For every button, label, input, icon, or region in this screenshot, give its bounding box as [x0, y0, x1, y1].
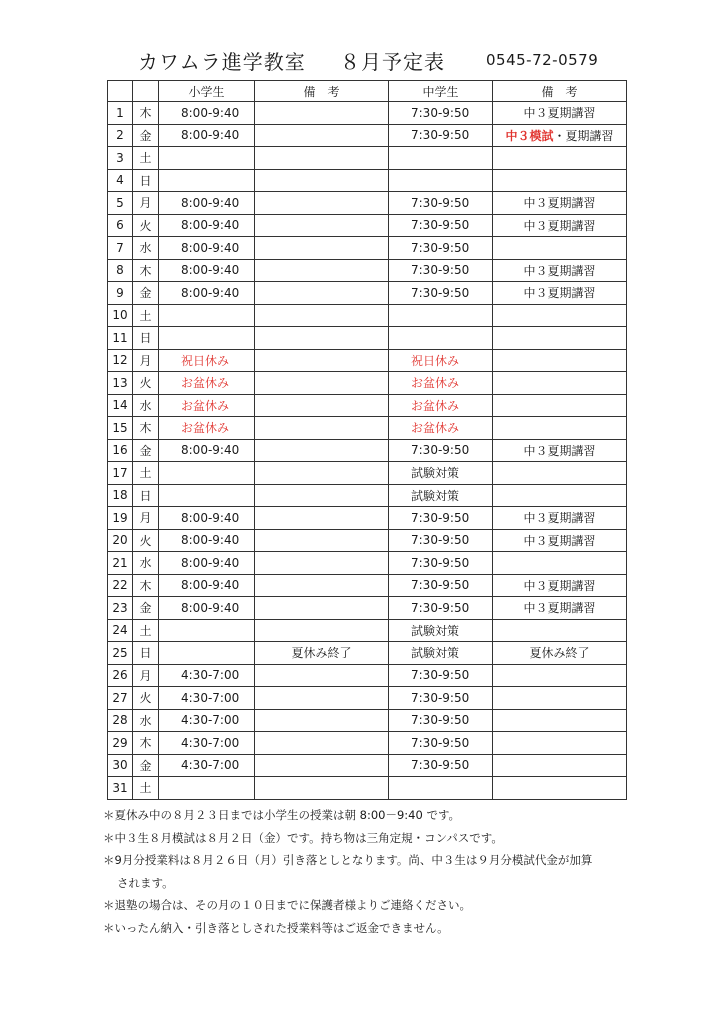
- elementary-time-cell: 8:00-9:40: [159, 282, 255, 305]
- table-row: [108, 754, 627, 777]
- junior-time-cell: お盆休み: [389, 417, 493, 440]
- elementary-remarks-cell: [255, 124, 389, 147]
- elementary-time-cell: 4:30-7:00: [159, 687, 255, 710]
- elementary-remarks-cell: [255, 552, 389, 575]
- elementary-time-cell: 8:00-9:40: [159, 124, 255, 147]
- junior-remarks-cell: [493, 462, 627, 485]
- weekday-cell: 火: [133, 372, 159, 395]
- day-cell: 14: [108, 394, 133, 417]
- junior-time-cell: 7:30-9:50: [389, 552, 493, 575]
- note-line: ＊退塾の場合は、その月の１０日までに保護者様よりご連絡ください。: [103, 898, 471, 912]
- elementary-remarks-cell: [255, 777, 389, 800]
- weekday-cell: 土: [133, 462, 159, 485]
- elementary-remarks-cell: [255, 349, 389, 372]
- col-remarks1-header: 備 考: [255, 81, 389, 102]
- elementary-time-cell: [159, 327, 255, 350]
- elementary-remarks-cell: [255, 327, 389, 350]
- elementary-time-cell: 8:00-9:40: [159, 259, 255, 282]
- note-line: ＊中３生８月模試は８月２日（金）です。持ち物は三角定規・コンパスです。: [103, 830, 503, 845]
- table-row: [108, 169, 627, 192]
- table-row: [108, 304, 627, 327]
- weekday-cell: 火: [133, 687, 159, 710]
- junior-remarks-cell: [493, 147, 627, 170]
- table-row: [108, 777, 627, 800]
- junior-remarks-text: 中３夏期講習: [523, 601, 596, 616]
- junior-time-cell: [389, 304, 493, 327]
- weekday-cell: 月: [133, 192, 159, 215]
- junior-time-cell: お盆休み: [389, 372, 493, 395]
- table-row: [108, 124, 627, 147]
- table-row: [108, 192, 627, 215]
- schedule-table: [107, 80, 627, 800]
- day-cell: 21: [108, 552, 133, 575]
- elementary-time-cell: お盆休み: [159, 394, 255, 417]
- weekday-cell: 火: [133, 214, 159, 237]
- elementary-remarks-cell: [255, 192, 389, 215]
- junior-remarks-cell: [493, 417, 627, 440]
- elementary-remarks-cell: [255, 597, 389, 620]
- junior-remarks-text: ・夏期講習: [553, 128, 614, 143]
- junior-remarks-text: 中３夏期講習: [523, 443, 596, 458]
- elementary-time-cell: 8:00-9:40: [159, 529, 255, 552]
- day-cell: 31: [108, 777, 133, 800]
- note-line: ＊9月分授業料は８月２６日（月）引き落としとなります。尚、中３生は９月分模試代金が加算: [103, 853, 593, 867]
- junior-time-cell: 試験対策: [389, 642, 493, 665]
- phone-number: 0545-72-0579: [486, 51, 599, 69]
- junior-time-cell: 試験対策: [389, 484, 493, 507]
- junior-remarks-cell: [493, 259, 627, 282]
- day-cell: 25: [108, 642, 133, 665]
- elementary-time-cell: [159, 777, 255, 800]
- junior-remarks-text: 中３夏期講習: [523, 218, 596, 233]
- day-cell: 24: [108, 619, 133, 642]
- elementary-remarks-cell: [255, 619, 389, 642]
- junior-time-cell: 祝日休み: [389, 349, 493, 372]
- junior-time-cell: 試験対策: [389, 462, 493, 485]
- junior-remarks-cell: [493, 529, 627, 552]
- elementary-time-cell: 8:00-9:40: [159, 192, 255, 215]
- elementary-time-cell: [159, 462, 255, 485]
- junior-time-cell: 7:30-9:50: [389, 124, 493, 147]
- elementary-remarks-cell: [255, 102, 389, 125]
- junior-remarks-text: 中３夏期講習: [523, 511, 596, 526]
- day-cell: 11: [108, 327, 133, 350]
- col-elementary-header: 小学生: [159, 81, 255, 102]
- weekday-cell: 水: [133, 709, 159, 732]
- junior-remarks-cell: [493, 664, 627, 687]
- day-cell: 13: [108, 372, 133, 395]
- elementary-remarks-cell: [255, 462, 389, 485]
- junior-remarks-cell: [493, 484, 627, 507]
- table-row: [108, 259, 627, 282]
- junior-time-cell: 7:30-9:50: [389, 102, 493, 125]
- schedule-title: ８月予定表: [340, 50, 445, 74]
- junior-remarks-cell: [493, 574, 627, 597]
- table-row: [108, 574, 627, 597]
- junior-remarks-red-text: 中３模試: [505, 128, 554, 143]
- junior-time-cell: 7:30-9:50: [389, 214, 493, 237]
- elementary-time-cell: お盆休み: [159, 417, 255, 440]
- table-row: [108, 484, 627, 507]
- table-row: [108, 529, 627, 552]
- junior-time-cell: 試験対策: [389, 619, 493, 642]
- table-row: [108, 394, 627, 417]
- day-cell: 15: [108, 417, 133, 440]
- elementary-remarks-cell: [255, 394, 389, 417]
- day-cell: 27: [108, 687, 133, 710]
- weekday-cell: 水: [133, 394, 159, 417]
- junior-remarks-cell: [493, 192, 627, 215]
- day-cell: 2: [108, 124, 133, 147]
- day-cell: 6: [108, 214, 133, 237]
- elementary-remarks-cell: [255, 507, 389, 530]
- weekday-cell: 金: [133, 439, 159, 462]
- elementary-remarks-cell: [255, 417, 389, 440]
- junior-remarks-cell: [493, 709, 627, 732]
- junior-time-cell: 7:30-9:50: [389, 529, 493, 552]
- table-row: [108, 372, 627, 395]
- junior-remarks-cell: [493, 732, 627, 755]
- weekday-cell: 日: [133, 642, 159, 665]
- weekday-cell: 月: [133, 664, 159, 687]
- junior-time-cell: 7:30-9:50: [389, 597, 493, 620]
- elementary-remarks-cell: [255, 147, 389, 170]
- elementary-time-cell: [159, 484, 255, 507]
- table-row: [108, 462, 627, 485]
- elementary-remarks-cell: [255, 439, 389, 462]
- elementary-remarks-cell: [255, 282, 389, 305]
- weekday-cell: 土: [133, 777, 159, 800]
- day-cell: 5: [108, 192, 133, 215]
- note-line: ＊夏休み中の８月２３日までは小学生の授業は朝 8:00－9:40 です。: [103, 808, 461, 822]
- elementary-remarks-cell: [255, 259, 389, 282]
- junior-remarks-cell: [493, 754, 627, 777]
- table-row: [108, 439, 627, 462]
- junior-remarks-cell: [493, 372, 627, 395]
- note-line: されます。: [117, 875, 174, 890]
- day-cell: 10: [108, 304, 133, 327]
- junior-time-cell: 7:30-9:50: [389, 282, 493, 305]
- table-row: [108, 597, 627, 620]
- table-row: [108, 102, 627, 125]
- day-cell: 29: [108, 732, 133, 755]
- elementary-time-cell: 8:00-9:40: [159, 102, 255, 125]
- elementary-remarks-cell: [255, 664, 389, 687]
- weekday-cell: 木: [133, 574, 159, 597]
- junior-remarks-cell: [493, 507, 627, 530]
- day-cell: 20: [108, 529, 133, 552]
- elementary-time-cell: 4:30-7:00: [159, 754, 255, 777]
- junior-remarks-cell: [493, 349, 627, 372]
- day-cell: 18: [108, 484, 133, 507]
- junior-remarks-text: 中３夏期講習: [523, 106, 596, 121]
- day-cell: 12: [108, 349, 133, 372]
- junior-time-cell: お盆休み: [389, 394, 493, 417]
- day-cell: 3: [108, 147, 133, 170]
- elementary-remarks-cell: [255, 484, 389, 507]
- day-cell: 9: [108, 282, 133, 305]
- junior-remarks-text: 中３夏期講習: [523, 578, 596, 593]
- day-cell: 30: [108, 754, 133, 777]
- elementary-remarks-cell: [255, 754, 389, 777]
- day-cell: 4: [108, 169, 133, 192]
- junior-remarks-text: 夏休み終了: [529, 646, 590, 661]
- elementary-time-cell: 8:00-9:40: [159, 597, 255, 620]
- day-cell: 16: [108, 439, 133, 462]
- junior-remarks-cell: [493, 597, 627, 620]
- schedule-rows: [108, 102, 627, 800]
- header: [138, 46, 658, 76]
- elementary-time-cell: 8:00-9:40: [159, 507, 255, 530]
- elementary-remarks-cell: [255, 372, 389, 395]
- junior-time-cell: 7:30-9:50: [389, 507, 493, 530]
- elementary-time-cell: [159, 304, 255, 327]
- elementary-remarks-cell: [255, 709, 389, 732]
- junior-remarks-cell: [493, 552, 627, 575]
- weekday-cell: 日: [133, 484, 159, 507]
- col-remarks2-header: 備 考: [493, 81, 627, 102]
- junior-remarks-text: 中３夏期講習: [523, 533, 596, 548]
- elementary-remarks-cell: [255, 574, 389, 597]
- weekday-cell: 月: [133, 507, 159, 530]
- day-cell: 28: [108, 709, 133, 732]
- elementary-remarks-cell: [255, 529, 389, 552]
- weekday-cell: 火: [133, 529, 159, 552]
- junior-remarks-cell: [493, 394, 627, 417]
- weekday-cell: 木: [133, 732, 159, 755]
- elementary-time-cell: 8:00-9:40: [159, 214, 255, 237]
- junior-remarks-cell: [493, 282, 627, 305]
- table-row: [108, 237, 627, 260]
- day-cell: 19: [108, 507, 133, 530]
- weekday-cell: 水: [133, 552, 159, 575]
- elementary-time-cell: 4:30-7:00: [159, 709, 255, 732]
- elementary-time-cell: [159, 169, 255, 192]
- elementary-remarks-cell: [255, 237, 389, 260]
- table-row: [108, 282, 627, 305]
- junior-time-cell: 7:30-9:50: [389, 259, 493, 282]
- junior-time-cell: [389, 169, 493, 192]
- weekday-cell: 金: [133, 282, 159, 305]
- weekday-cell: 日: [133, 327, 159, 350]
- note-line: ＊いったん納入・引き落としされた授業料等はご返金できません。: [103, 920, 449, 935]
- weekday-cell: 木: [133, 102, 159, 125]
- elementary-time-cell: お盆休み: [159, 372, 255, 395]
- table-header-row: [108, 81, 627, 102]
- elementary-time-cell: 4:30-7:00: [159, 664, 255, 687]
- junior-remarks-cell: [493, 642, 627, 665]
- elementary-time-cell: [159, 147, 255, 170]
- table-row: [108, 327, 627, 350]
- weekday-cell: 木: [133, 259, 159, 282]
- junior-time-cell: 7:30-9:50: [389, 709, 493, 732]
- weekday-cell: 金: [133, 754, 159, 777]
- col-weekday-header: [133, 81, 159, 102]
- table-row: [108, 619, 627, 642]
- weekday-cell: 土: [133, 147, 159, 170]
- elementary-remarks-cell: [255, 304, 389, 327]
- junior-remarks-cell: [493, 687, 627, 710]
- day-cell: 26: [108, 664, 133, 687]
- elementary-time-cell: 祝日休み: [159, 349, 255, 372]
- elementary-time-cell: 8:00-9:40: [159, 552, 255, 575]
- table-row: [108, 349, 627, 372]
- junior-remarks-cell: [493, 304, 627, 327]
- junior-remarks-cell: [493, 777, 627, 800]
- school-name: カワムラ進学教室: [138, 50, 306, 74]
- elementary-remarks-cell: [255, 214, 389, 237]
- junior-time-cell: 7:30-9:50: [389, 687, 493, 710]
- junior-remarks-cell: [493, 124, 627, 147]
- junior-remarks-text: 中３夏期講習: [523, 286, 596, 301]
- elementary-time-cell: [159, 642, 255, 665]
- table-row: [108, 687, 627, 710]
- weekday-cell: 木: [133, 417, 159, 440]
- junior-time-cell: 7:30-9:50: [389, 237, 493, 260]
- day-cell: 7: [108, 237, 133, 260]
- table-row: [108, 552, 627, 575]
- weekday-cell: 金: [133, 124, 159, 147]
- elementary-time-cell: 8:00-9:40: [159, 439, 255, 462]
- notes: [103, 804, 703, 939]
- elementary-time-cell: [159, 619, 255, 642]
- table-row: [108, 642, 627, 665]
- table-row: [108, 732, 627, 755]
- junior-remarks-cell: [493, 169, 627, 192]
- elementary-remarks-cell: [255, 687, 389, 710]
- junior-time-cell: [389, 777, 493, 800]
- elementary-time-cell: 4:30-7:00: [159, 732, 255, 755]
- junior-remarks-cell: [493, 327, 627, 350]
- junior-time-cell: 7:30-9:50: [389, 664, 493, 687]
- junior-time-cell: 7:30-9:50: [389, 439, 493, 462]
- junior-time-cell: 7:30-9:50: [389, 192, 493, 215]
- day-cell: 22: [108, 574, 133, 597]
- day-cell: 8: [108, 259, 133, 282]
- junior-remarks-text: 中３夏期講習: [523, 196, 596, 211]
- col-junior-header: 中学生: [389, 81, 493, 102]
- junior-time-cell: 7:30-9:50: [389, 754, 493, 777]
- junior-remarks-cell: [493, 439, 627, 462]
- table-row: [108, 507, 627, 530]
- col-day-header: [108, 81, 133, 102]
- junior-remarks-cell: [493, 619, 627, 642]
- junior-time-cell: 7:30-9:50: [389, 732, 493, 755]
- weekday-cell: 日: [133, 169, 159, 192]
- table-row: [108, 709, 627, 732]
- elementary-remarks-cell: [255, 732, 389, 755]
- elementary-time-cell: 8:00-9:40: [159, 574, 255, 597]
- day-cell: 17: [108, 462, 133, 485]
- junior-remarks-text: 中３夏期講習: [523, 263, 596, 278]
- weekday-cell: 金: [133, 597, 159, 620]
- weekday-cell: 月: [133, 349, 159, 372]
- junior-remarks-cell: [493, 214, 627, 237]
- table-row: [108, 664, 627, 687]
- weekday-cell: 土: [133, 619, 159, 642]
- junior-remarks-cell: [493, 102, 627, 125]
- elementary-remarks-cell: 夏休み終了: [255, 642, 389, 665]
- junior-time-cell: [389, 147, 493, 170]
- day-cell: 23: [108, 597, 133, 620]
- elementary-remarks-cell: [255, 169, 389, 192]
- table-row: [108, 147, 627, 170]
- table-row: [108, 214, 627, 237]
- day-cell: 1: [108, 102, 133, 125]
- elementary-time-cell: 8:00-9:40: [159, 237, 255, 260]
- weekday-cell: 土: [133, 304, 159, 327]
- junior-time-cell: [389, 327, 493, 350]
- table-row: [108, 417, 627, 440]
- weekday-cell: 水: [133, 237, 159, 260]
- junior-time-cell: 7:30-9:50: [389, 574, 493, 597]
- junior-remarks-cell: [493, 237, 627, 260]
